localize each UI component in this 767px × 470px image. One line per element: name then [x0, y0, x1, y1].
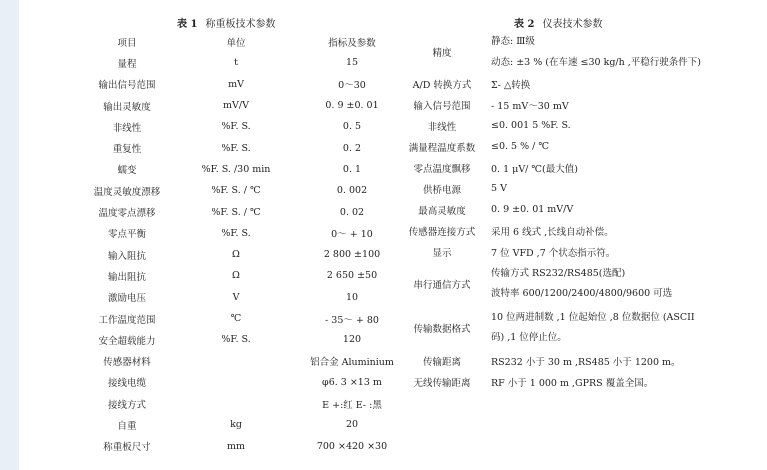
- row-unit: %F. S.: [221, 121, 251, 133]
- row-key: 输入信号范围: [413, 100, 471, 112]
- table-row: [73, 244, 413, 265]
- row-item: 温度灵敏度漂移: [93, 186, 161, 198]
- row-value: 120: [342, 334, 362, 346]
- table-row: [73, 95, 413, 116]
- table-row: [73, 137, 413, 158]
- row-value: 10: [345, 291, 359, 303]
- row-value: 0～30: [338, 80, 366, 92]
- table-row: [73, 308, 413, 329]
- table-row: [399, 31, 767, 73]
- table-row: [399, 371, 767, 392]
- row-unit: %F. S.: [221, 334, 251, 346]
- header-value: 指标及参数: [328, 37, 376, 49]
- row-key: 精度: [432, 48, 452, 59]
- row-item: 输出阻抗: [107, 271, 146, 283]
- row-value: Σ- △转换: [491, 79, 531, 91]
- table-row: [73, 265, 413, 286]
- table-row: [399, 241, 767, 262]
- row-item: 零点平衡: [107, 229, 146, 241]
- table-row: [73, 201, 413, 222]
- table-row: [73, 116, 413, 137]
- table2-caption-number: 表 2: [514, 19, 535, 30]
- row-value: 0～ + 10: [331, 229, 373, 241]
- row-item: 激励电压: [107, 293, 146, 305]
- row-value: E +:红 E- :黑: [322, 399, 382, 411]
- row-value: [485, 31, 767, 73]
- row-value: 0. 9 ±0. 01: [325, 100, 379, 112]
- row-key: 无线传输距离: [413, 377, 471, 389]
- row-unit: [181, 372, 291, 393]
- header-unit: 单位: [226, 37, 246, 49]
- row-value: 0. 02: [339, 206, 365, 218]
- row-unit: kg: [230, 419, 242, 431]
- row-item: 接线电缆: [107, 378, 146, 390]
- row-value: φ6. 3 ×13 m: [322, 376, 382, 388]
- row-value: 采用 6 线式 ,长线自动补偿。: [491, 226, 614, 238]
- scale-plate-spec-table: [73, 31, 413, 457]
- row-value: 0. 2: [342, 142, 362, 154]
- row-value: 0. 5: [342, 121, 362, 133]
- row-value: 铝合金 Aluminium: [310, 357, 394, 369]
- row-value: [485, 306, 767, 350]
- row-item: 非线性: [112, 122, 142, 134]
- row-key: 显示: [432, 247, 452, 259]
- row-value: 15: [345, 57, 359, 69]
- row-value: 20: [345, 419, 359, 431]
- header-item: 项目: [117, 37, 137, 49]
- table-header-row: [73, 31, 413, 52]
- table-row: [399, 94, 767, 115]
- table-row: [399, 306, 767, 350]
- row-item: 称重板尺寸: [103, 442, 151, 454]
- table-row: [399, 199, 767, 220]
- row-unit: %F. S. / ℃: [211, 206, 261, 218]
- row-value: ≤0. 001 5 %F. S.: [491, 120, 571, 131]
- row-unit: mV: [228, 78, 244, 90]
- row-unit: mV/V: [223, 100, 249, 112]
- table-row: [399, 157, 767, 178]
- table2-caption-title: 仪表技术参数: [542, 19, 603, 30]
- row-unit: ℃: [230, 313, 242, 324]
- row-value: - 15 mV～30 mV: [491, 100, 569, 112]
- table-row: [399, 178, 767, 199]
- row-value: RF 小于 1 000 m ,GPRS 覆盖全国。: [491, 377, 654, 389]
- row-key: 传输距离: [422, 356, 461, 368]
- table-row: [73, 414, 413, 435]
- left-margin-strip: [0, 0, 19, 470]
- row-key: A/D 转换方式: [412, 79, 472, 91]
- row-value: ≤0. 5 % / ℃: [491, 141, 550, 152]
- row-item: 输出信号范围: [98, 80, 156, 92]
- row-item: 传感器材料: [103, 357, 151, 369]
- row-key: 满量程温度系数: [408, 142, 476, 154]
- table2-caption: [514, 15, 602, 30]
- document-page: [19, 0, 767, 470]
- table-row: [73, 350, 413, 371]
- table-row: [73, 74, 413, 95]
- row-item: 接线方式: [107, 399, 146, 411]
- row-item: 输出灵敏度: [103, 101, 151, 113]
- table-row: [399, 350, 767, 371]
- table-row: [73, 180, 413, 201]
- row-unit: %F. S. /30 min: [201, 163, 271, 175]
- row-value: 0. 1 μV/ ℃(最大值): [491, 163, 578, 175]
- row-unit: t: [234, 57, 238, 69]
- table1-caption-number: 表 1: [177, 19, 198, 30]
- table-row: [73, 159, 413, 180]
- table-row: [73, 287, 413, 308]
- row-item: 输入阻抗: [107, 250, 146, 262]
- row-key: 传感器连接方式: [408, 226, 476, 238]
- instrument-spec-table: [399, 31, 767, 392]
- row-value: 2 650 ±50: [326, 270, 378, 282]
- row-item: 蠕变: [117, 165, 137, 177]
- table-row: [73, 393, 413, 414]
- table-row: [399, 115, 767, 136]
- table-row: [399, 73, 767, 94]
- row-value: 5 V: [491, 183, 507, 194]
- row-item: 重复性: [112, 144, 142, 156]
- row-key: 非线性: [427, 121, 457, 133]
- row-item: 量程: [117, 58, 137, 70]
- row-value-line: 码) ,1 位停止位。: [491, 332, 567, 343]
- row-value: - 35～ + 80: [325, 314, 379, 326]
- table-row: [399, 136, 767, 157]
- row-unit: %F. S. / ℃: [211, 185, 261, 197]
- table1-caption: [177, 15, 275, 30]
- row-unit: %F. S.: [221, 227, 251, 239]
- row-value: 7 位 VFD ,7 个状态指示符。: [491, 247, 616, 259]
- row-value: RS232 小于 30 m ,RS485 小于 1200 m。: [491, 356, 681, 368]
- row-unit: %F. S.: [221, 142, 251, 154]
- row-value-line: 传输方式 RS232/RS485(选配): [491, 268, 626, 279]
- row-key: 串行通信方式: [413, 280, 471, 291]
- row-value: 0. 1: [342, 163, 362, 175]
- row-unit: Ω: [232, 270, 240, 282]
- table-row: [73, 372, 413, 393]
- row-unit: [181, 350, 291, 371]
- table-row: [73, 329, 413, 350]
- row-value-line: 静态: Ⅲ级: [491, 36, 535, 47]
- row-item: 安全超载能力: [98, 335, 156, 347]
- row-unit: [181, 393, 291, 414]
- row-value: [485, 262, 767, 306]
- row-value-line: 波特率 600/1200/2400/4800/9600 可选: [491, 288, 673, 299]
- table-row: [73, 223, 413, 244]
- row-value: 0. 9 ±0. 01 mV/V: [491, 204, 574, 215]
- table-row: [73, 436, 413, 457]
- row-unit: mm: [226, 440, 246, 452]
- row-value: 0. 002: [336, 185, 368, 197]
- row-unit: Ω: [232, 249, 240, 261]
- row-key: 零点温度飘移: [413, 163, 471, 175]
- row-item: 温度零点漂移: [98, 208, 156, 220]
- row-value: 700 ×420 ×30: [316, 440, 388, 452]
- table-row: [399, 220, 767, 241]
- row-key: 供桥电源: [422, 184, 461, 196]
- row-key: 传输数据格式: [413, 324, 471, 335]
- row-value-line: 动态: ±3 % (在车速 ≤30 kg/h ,平稳行驶条件下): [491, 57, 701, 68]
- row-item: 自重: [117, 420, 137, 432]
- row-item: 工作温度范围: [98, 314, 156, 326]
- row-unit: V: [232, 291, 240, 303]
- row-value: 2 800 ±100: [323, 249, 381, 261]
- row-value-line: 10 位两进制数 ,1 位起始位 ,8 位数据位 (ASCII: [491, 312, 695, 323]
- table1-caption-title: 称重板技术参数: [205, 19, 276, 30]
- table-row: [399, 262, 767, 306]
- row-key: 最高灵敏度: [418, 205, 466, 217]
- table-row: [73, 52, 413, 73]
